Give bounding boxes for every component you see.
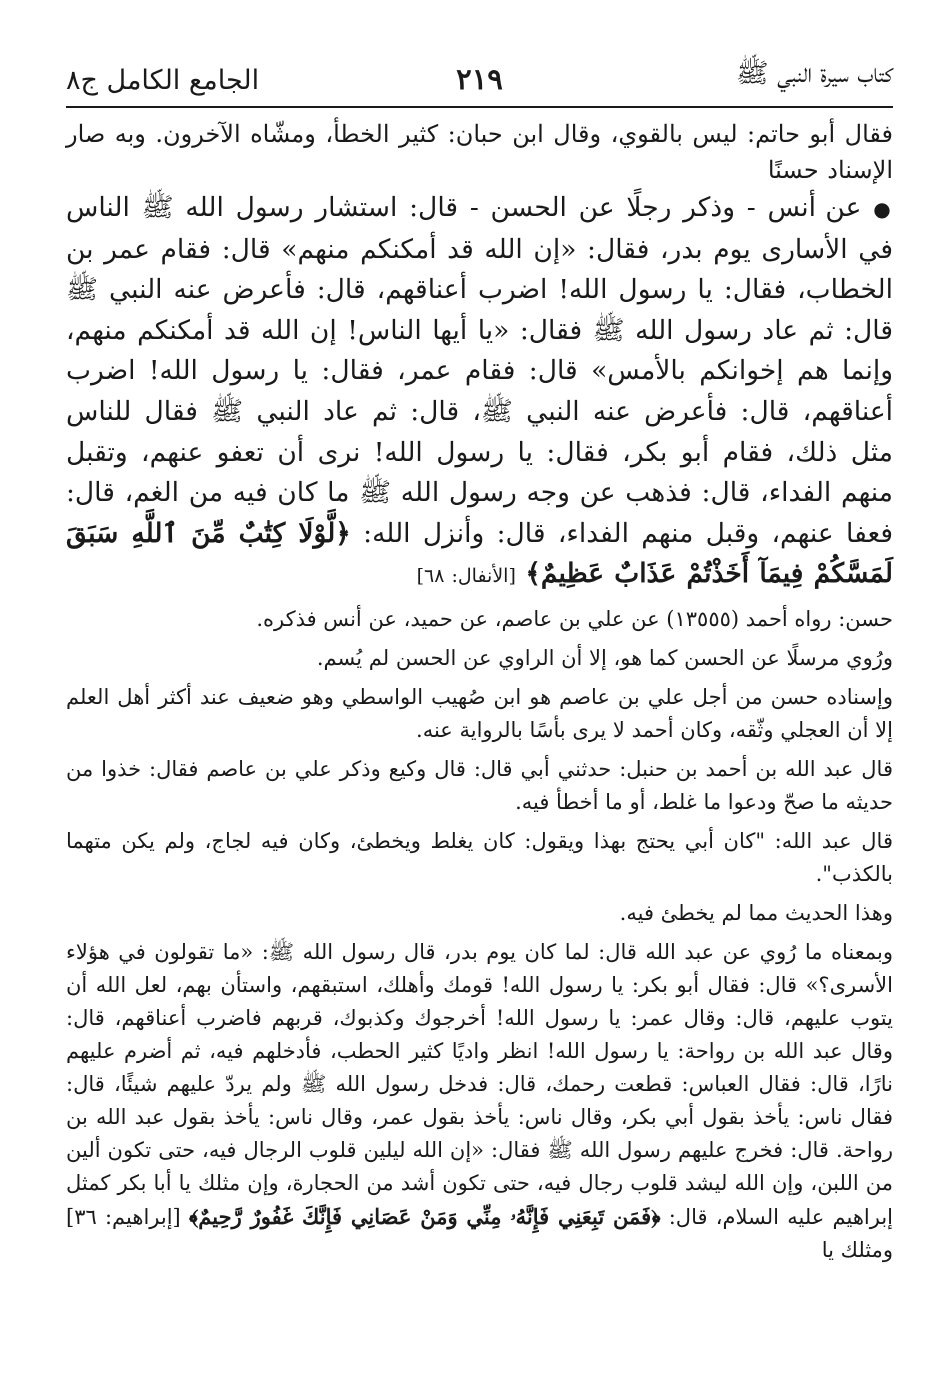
mursal-note: ورُوي مرسلًا عن الحسن كما هو، إلا أن الراوي عن الحسن لم يُسم. <box>316 645 893 670</box>
page-header <box>66 0 893 108</box>
collection-title: الجامع الكامل ج٨ <box>66 65 260 96</box>
abdullah-quote-2: قال عبد الله: "كان أبي يحتج بهذا ويقول: كان يغلط ويخطئ، وكان فيه لجاج، ولم يكن متهما بالكذب". <box>66 828 893 886</box>
intro-paragraph: فقال أبو حاتم: ليس بالقوي، وقال ابن حبان: كثير الخطأ، ومشّاه الآخرون. وبه صار الإسناد حسنًا <box>66 120 893 184</box>
meaning-reference: [إبراهيم: ٣٦] <box>66 1204 181 1229</box>
meaning-paragraph <box>66 936 893 1267</box>
hadith-text: عن أنس - وذكر رجلًا عن الحسن - قال: استشار رسول الله ﷺ الناس في الأسارى يوم بدر، فقال: «إن الله قد أمكنكم منهم» قال: فقام عمر بن الخطاب، فقال: يا رسول الله! اضرب أعناقهم، قال: فأعرض عنه النبي ﷺ قال: ثم عاد رسول الله ﷺ فقال: «يا أيها الناس! إن الله قد أمكنكم منهم، وإنما هم إخوانكم بالأمس» قال: فقام عمر، فقال: يا رسول الله! اضرب أعناقهم، قال: فأعرض عنه النبي ﷺ، قال: ثم عاد النبي ﷺ فقال للناس مثل ذلك، فقام أبو بكر، فقال: يا رسول الله! نرى أن تعفو عنهم، وتقبل منهم الفداء، قال: فذهب عن وجه رسول الله ﷺ ما كان فيه من الغم، قال: فعفا عنهم، وقبل منهم الفداء، قال: وأنزل الله: <box>66 192 893 549</box>
abdullah-quote-1: قال عبد الله بن أحمد بن حنبل: حدثني أبي قال: قال وكيع وذكر علي بن عاصم فقال: خذوا من حديثه ما صحّ ودعوا ما غلط، أو ما أخطأ فيه. <box>66 756 893 814</box>
meaning-verse: ﴿فَمَن تَبِعَنِي فَإِنَّهُۥ مِنِّي وَمَنْ عَصَانِي فَإِنَّكَ غَفُورٌ رَّحِيمٌ﴾ <box>188 1203 661 1229</box>
grading-note: حسن: رواه أحمد (١٣٥٥٥) عن علي بن عاصم، عن حميد، عن أنس فذكره. <box>256 606 893 631</box>
notes-section <box>66 603 893 1267</box>
book-title: كتاب سيرة النبي ﷺ <box>735 58 893 89</box>
bullet-icon: ● <box>873 197 893 221</box>
page-number: ٢١٩ <box>456 62 503 96</box>
meaning-text: وبمعناه ما رُوي عن عبد الله قال: لما كان يوم بدر، قال رسول الله ﷺ: «ما تقولون في هؤلاء الأسرى؟» قال: فقال أبو بكر: يا رسول الله! قومك وأهلك، استبقهم، واستأن بهم، لعل الله أن يتوب عليهم، قال: وقال عمر: يا رسول الله! أخرجوك وكذبوك، قربهم فاضرب أعناقهم، قال: وقال عبد الله بن رواحة: يا رسول الله! انظر واديًا كثير الحطب، فأدخلهم فيه، ثم أضرم عليهم نارًا، قال: فقال العباس: قطعت رحمك، قال: فدخل رسول الله ﷺ ولم يردّ عليهم شيئًا، قال: فقال ناس: يأخذ بقول أبي بكر، وقال ناس: يأخذ بقول عمر، وقال ناس: يأخذ بقول عبد الله بن رواحة. قال: فخرج عليهم رسول الله ﷺ فقال: «إن الله ليلين قلوب الرجال فيه، حتى تكون ألين من اللبن، وإن الله ليشد قلوب رجال فيه، حتى تكون أشد من الحجارة، وإن مثلك يا أبا بكر كمثل إبراهيم عليه السلام، قال: <box>66 939 894 1229</box>
verse-reference: [الأنفال: ٦٨] <box>416 565 516 588</box>
meaning-tail: ومثلك يا <box>821 1237 893 1262</box>
hadith-paragraph <box>66 188 893 597</box>
main-text <box>66 116 893 597</box>
quran-verse: ﴿لَّوْلَا كِتَٰبٌ مِّنَ ٱللَّهِ سَبَقَ لَمَسَّكُمْ فِيمَآ أَخَذْتُمْ عَذَابٌ عَظِيمٌ﴾ <box>66 517 893 590</box>
hadith-note: وهذا الحديث مما لم يخطئ فيه. <box>619 900 893 925</box>
isnad-note: وإسناده حسن من أجل علي بن عاصم هو ابن صُهيب الواسطي وهو ضعيف عند أكثر أهل العلم إلا أن العجلي وثّقه، وكان أحمد لا يرى بأسًا بالرواية عنه. <box>66 684 893 742</box>
